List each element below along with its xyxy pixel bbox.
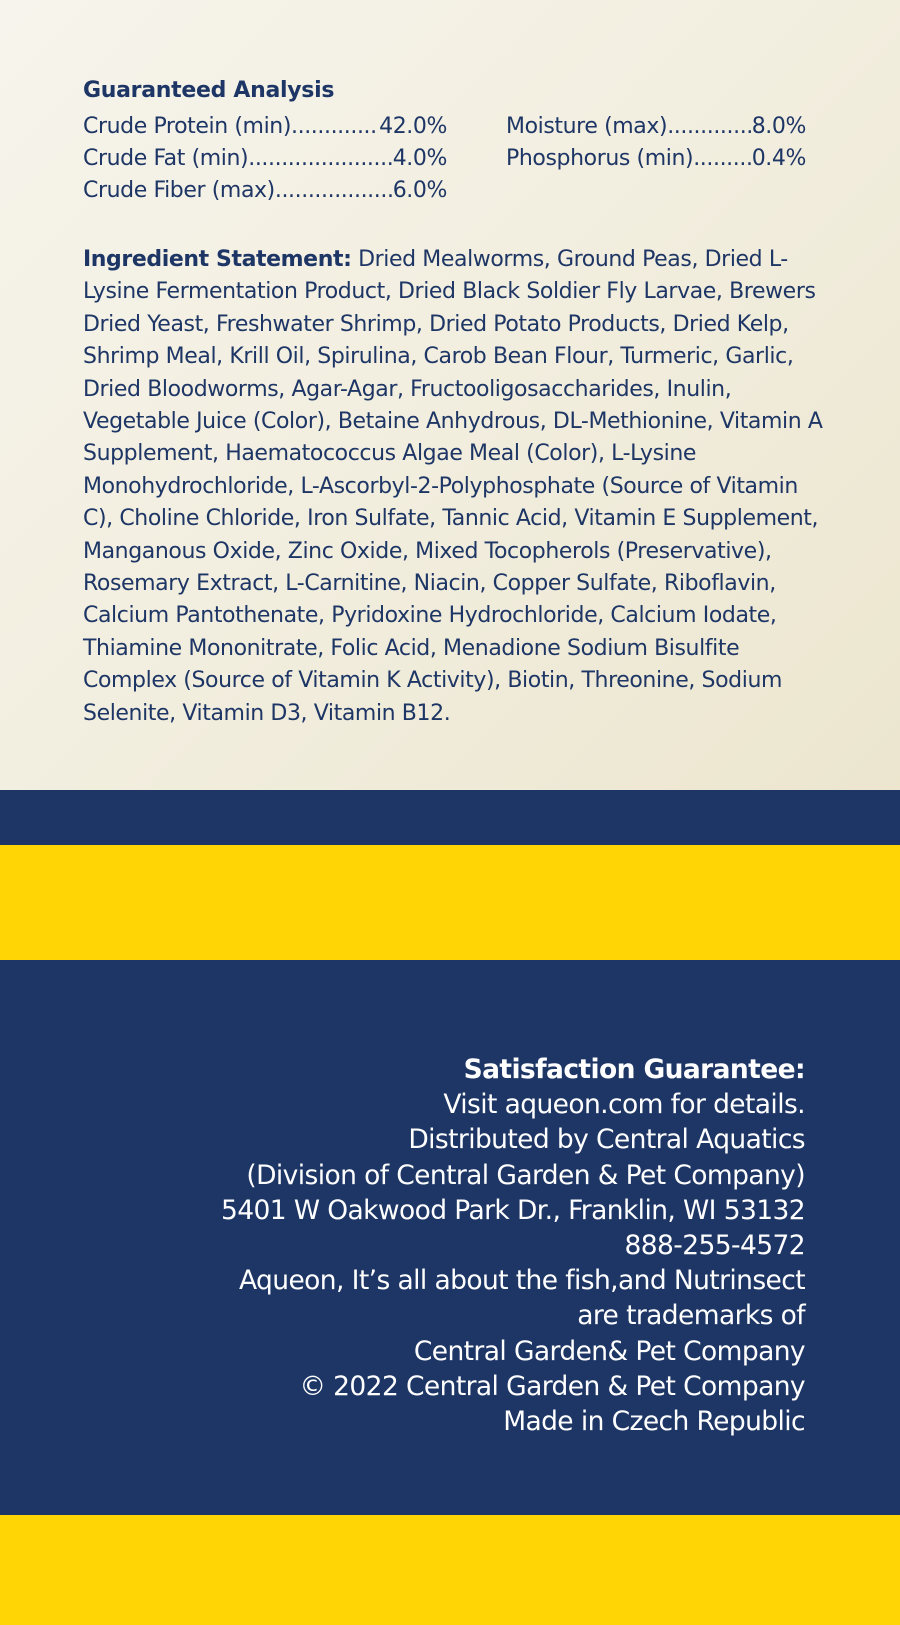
analysis-label: Crude Fiber (max) (83, 178, 275, 203)
satisfaction-guarantee-block (150, 1052, 805, 1439)
ingredient-list-text: Dried Mealworms, Ground Peas, Dried L-Lysine Fermentation Product, Dried Black Soldier Fly Larvae, Brewers Dried Yeast, Freshwater Shrimp, Dried Potato Products, Dried Kelp, Shrimp Meal, Krill Oil, Spirulina, Carob Bean Flour, Turmeric, Garlic, Dried Bloodworms, Agar-Agar, Fructooligosaccharides, Inulin, Vegetable Juice (Color), Betaine Anhydrous, DL-Methionine, Vitamin A Supplement, Haematococcus Algae Meal (Color), L-Lysine Monohydrochloride, L-Ascorbyl-2-Polyphosphate (Source of Vitamin C), Choline Chloride, Iron Sulfate, Tannic Acid, Vitamin E Supplement, Manganous Oxide, Zinc Oxide, Mixed Tocopherols (Preservative), Rosemary Extract, L-Carnitine, Niacin, Copper Sulfate, Riboflavin, Calcium Pantothenate, Pyridoxine Hydrochloride, Calcium Iodate, Thiamine Mononitrate, Folic Acid, Menadione Sodium Bisulfite Complex (Source of Vitamin K Activity), Biotin, Threonine, Sodium Selenite, Vitamin D3, Vitamin B12. (83, 247, 823, 726)
analysis-value: 0.4% (751, 146, 806, 171)
guarantee-line-trademarks-of: are trademarks of (577, 1300, 805, 1332)
analysis-value: 42.0% (379, 114, 447, 139)
yellow-stripe-bottom (0, 1515, 900, 1625)
ingredient-statement (83, 244, 823, 730)
satisfaction-guarantee-title: Satisfaction Guarantee: (463, 1054, 805, 1085)
guarantee-line-division: (Division of Central Garden & Pet Company) (246, 1159, 805, 1191)
guarantee-line-website: Visit aqueon.com for details. (443, 1089, 805, 1121)
analysis-label: Crude Protein (min) (83, 114, 292, 139)
guarantee-line-distributor: Distributed by Central Aquatics (408, 1124, 805, 1156)
analysis-row-crude-fiber (83, 175, 447, 207)
dot-leader (693, 143, 752, 175)
guarantee-line-company: Central Garden& Pet Company (413, 1335, 805, 1367)
guaranteed-analysis-title: Guaranteed Analysis (83, 78, 335, 103)
analysis-value: 8.0% (751, 114, 806, 139)
analysis-label: Phosphorus (min) (506, 146, 694, 171)
dot-leader (667, 111, 752, 143)
analysis-row-crude-fat (83, 143, 447, 175)
guarantee-line-origin: Made in Czech Republic (503, 1406, 805, 1438)
analysis-label: Moisture (max) (506, 114, 668, 139)
ingredient-statement-label: Ingredient Statement: (83, 247, 352, 272)
navy-stripe-top (0, 790, 900, 845)
analysis-column-right (506, 111, 806, 175)
guarantee-line-trademarks: Aqueon, It’s all about the fish,and Nutrinsect (238, 1265, 805, 1297)
yellow-stripe-top (0, 845, 900, 960)
dot-leader (248, 143, 392, 175)
guarantee-line-phone: 888-255-4572 (624, 1230, 805, 1262)
analysis-label: Crude Fat (min) (83, 146, 249, 171)
guarantee-line-copyright: © 2022 Central Garden & Pet Company (299, 1370, 805, 1402)
analysis-column-left (83, 111, 447, 207)
analysis-value: 6.0% (392, 178, 447, 203)
dot-leader (291, 111, 379, 143)
analysis-value: 4.0% (392, 146, 447, 171)
analysis-row-phosphorus (506, 143, 806, 175)
analysis-row-crude-protein (83, 111, 447, 143)
dot-leader (275, 175, 393, 207)
analysis-row-moisture (506, 111, 806, 143)
guarantee-line-address: 5401 W Oakwood Park Dr., Franklin, WI 53132 (220, 1194, 805, 1226)
